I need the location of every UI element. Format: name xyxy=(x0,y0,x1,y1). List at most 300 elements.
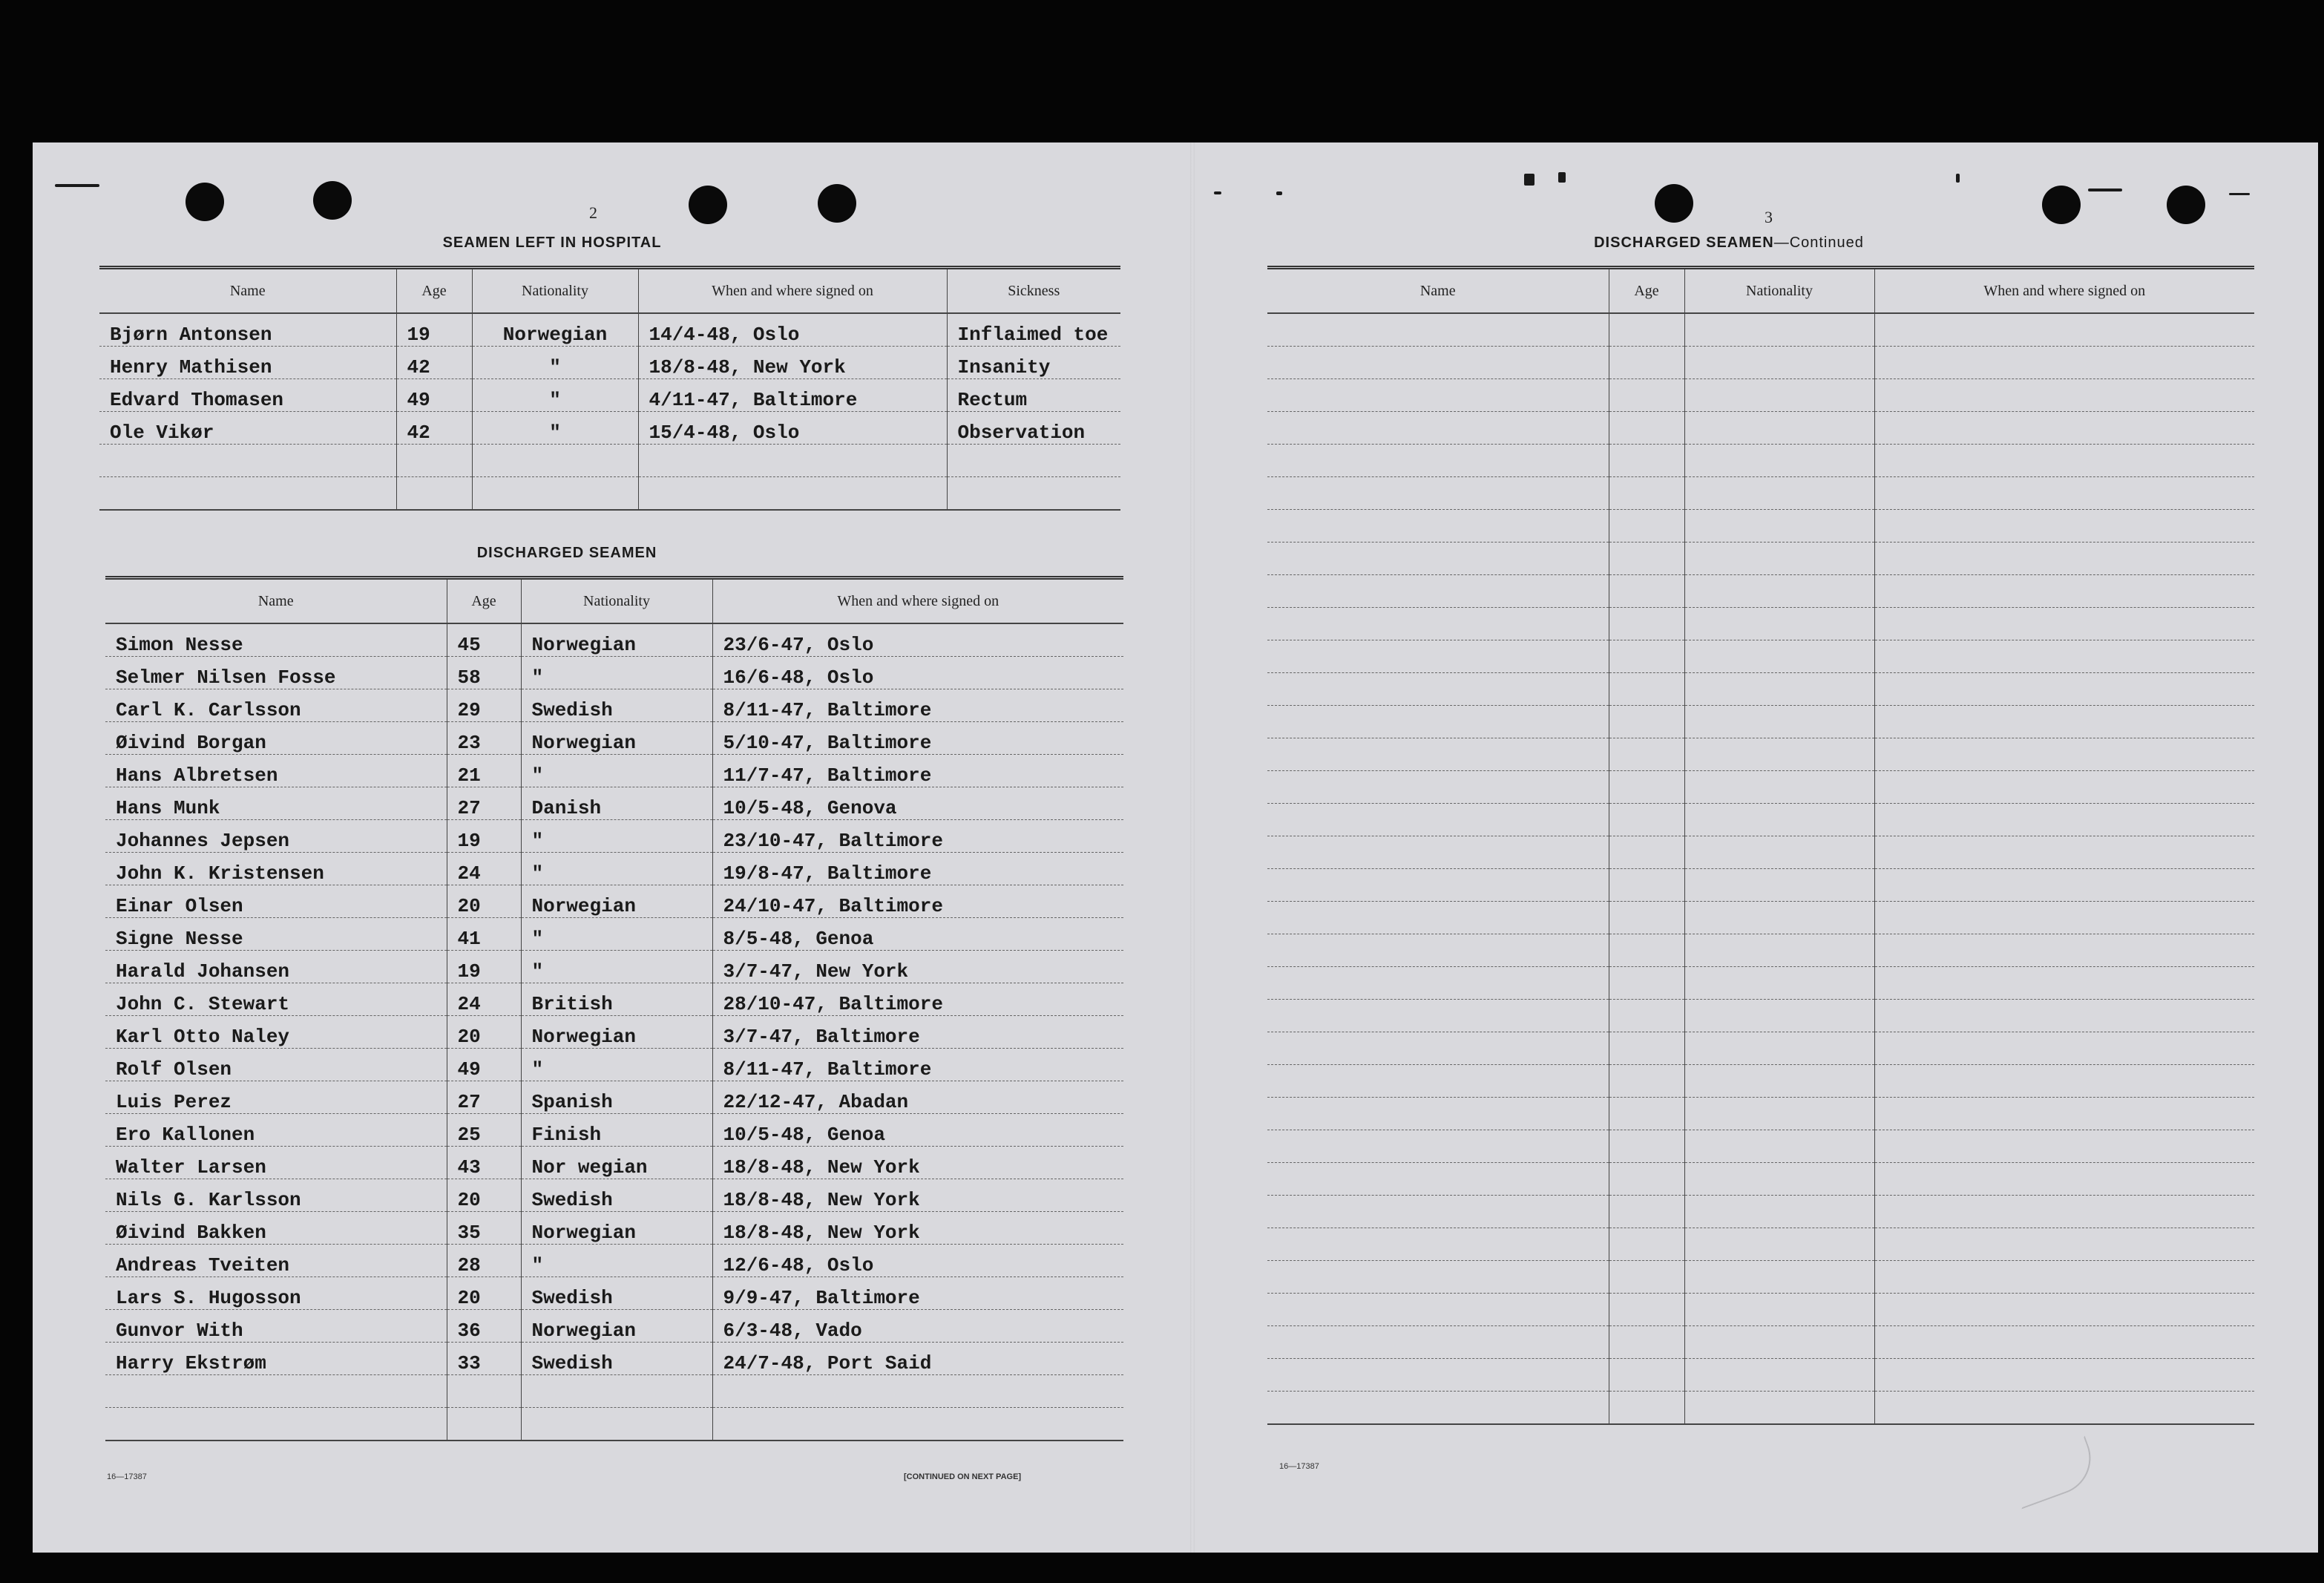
table-cell: " xyxy=(521,820,712,853)
table-cell xyxy=(1267,738,1609,771)
page-number: 2 xyxy=(589,203,597,222)
table-cell xyxy=(1874,313,2254,347)
table-row xyxy=(105,1179,1123,1212)
table-row xyxy=(1267,347,2254,379)
table-cell xyxy=(1684,902,1874,934)
table-cell xyxy=(1684,347,1874,379)
table-row xyxy=(105,1049,1123,1081)
table-row xyxy=(99,412,1120,445)
table-row xyxy=(1267,967,2254,1000)
table-cell xyxy=(1267,608,1609,640)
table-cell xyxy=(1684,1163,1874,1196)
table-row xyxy=(105,983,1123,1016)
table-cell: 24 xyxy=(447,983,521,1016)
table-cell xyxy=(1874,1326,2254,1359)
table-row xyxy=(105,885,1123,918)
table-cell xyxy=(1609,608,1684,640)
table-cell xyxy=(1874,1032,2254,1065)
table-cell: Walter Larsen xyxy=(105,1147,447,1179)
table-cell xyxy=(1684,1228,1874,1261)
table-cell: " xyxy=(521,853,712,885)
table-row xyxy=(1267,1326,2254,1359)
right-page xyxy=(1195,142,2318,1553)
table-cell xyxy=(1874,673,2254,706)
table-cell xyxy=(1267,1196,1609,1228)
table-cell: 11/7-47, Baltimore xyxy=(712,755,1123,787)
table-row xyxy=(1267,412,2254,445)
table-cell: 23 xyxy=(447,722,521,755)
table-cell: Nor wegian xyxy=(521,1147,712,1179)
table-cell: Øivind Borgan xyxy=(105,722,447,755)
table-cell xyxy=(1609,706,1684,738)
column-header: Nationality xyxy=(1684,268,1874,314)
table-cell: 15/4-48, Oslo xyxy=(638,412,947,445)
table-cell xyxy=(1267,313,1609,347)
table-cell xyxy=(1874,608,2254,640)
table-cell: 8/5-48, Genoa xyxy=(712,918,1123,951)
table-cell: " xyxy=(521,951,712,983)
faint-pencil-mark xyxy=(2005,1435,2101,1509)
table-cell: 28 xyxy=(447,1245,521,1277)
table-cell xyxy=(1684,1196,1874,1228)
table-cell xyxy=(1684,575,1874,608)
table-cell: Hans Albretsen xyxy=(105,755,447,787)
table-cell xyxy=(1609,771,1684,804)
table-cell: 49 xyxy=(447,1049,521,1081)
table-cell xyxy=(99,477,396,511)
table-cell xyxy=(1684,445,1874,477)
table-cell xyxy=(105,1408,447,1441)
table-cell xyxy=(1267,1032,1609,1065)
table-cell xyxy=(1684,869,1874,902)
table-cell: 42 xyxy=(396,347,472,379)
column-header: Age xyxy=(447,578,521,624)
table-row xyxy=(1267,934,2254,967)
table-row xyxy=(1267,902,2254,934)
table-cell: 20 xyxy=(447,1179,521,1212)
table-cell xyxy=(1874,1196,2254,1228)
table-cell: " xyxy=(521,1049,712,1081)
table-cell xyxy=(1609,477,1684,510)
table-row xyxy=(105,1375,1123,1408)
table-cell xyxy=(1609,804,1684,836)
discharged-section-title: DISCHARGED SEAMEN xyxy=(476,545,657,561)
table-cell: British xyxy=(521,983,712,1016)
table-cell: " xyxy=(521,1245,712,1277)
table-cell xyxy=(1609,1130,1684,1163)
table-cell: 24/10-47, Baltimore xyxy=(712,885,1123,918)
table-cell: John K. Kristensen xyxy=(105,853,447,885)
table-cell: Carl K. Carlsson xyxy=(105,689,447,722)
table-cell xyxy=(1684,640,1874,673)
table-cell xyxy=(1684,1130,1874,1163)
table-cell xyxy=(1874,771,2254,804)
table-cell: " xyxy=(521,755,712,787)
table-cell: Norwegian xyxy=(472,313,638,347)
table-cell xyxy=(947,477,1120,511)
table-cell: 8/11-47, Baltimore xyxy=(712,1049,1123,1081)
hospital-section-title: SEAMEN LEFT IN HOSPITAL xyxy=(442,235,662,251)
discharged-header-row xyxy=(105,578,1123,624)
table-cell: 20 xyxy=(447,885,521,918)
table-cell: 35 xyxy=(447,1212,521,1245)
table-cell: Swedish xyxy=(521,689,712,722)
table-row xyxy=(99,313,1120,347)
table-cell: Simon Nesse xyxy=(105,623,447,657)
table-row xyxy=(105,1212,1123,1245)
table-row xyxy=(1267,313,2254,347)
table-cell xyxy=(1267,1000,1609,1032)
table-cell: 45 xyxy=(447,623,521,657)
table-cell xyxy=(1874,902,2254,934)
table-row xyxy=(105,853,1123,885)
table-cell: Harry Ekstrøm xyxy=(105,1343,447,1375)
table-cell xyxy=(1874,738,2254,771)
table-cell: 18/8-48, New York xyxy=(712,1147,1123,1179)
table-cell xyxy=(1267,347,1609,379)
table-cell: Øivind Bakken xyxy=(105,1212,447,1245)
table-cell xyxy=(1684,1000,1874,1032)
table-cell xyxy=(1874,347,2254,379)
table-cell: 23/10-47, Baltimore xyxy=(712,820,1123,853)
table-cell: Luis Perez xyxy=(105,1081,447,1114)
table-cell xyxy=(1684,379,1874,412)
table-cell xyxy=(1609,869,1684,902)
table-cell xyxy=(1684,412,1874,445)
table-cell xyxy=(1684,313,1874,347)
table-cell: " xyxy=(472,347,638,379)
table-cell: 27 xyxy=(447,787,521,820)
table-cell xyxy=(1684,1065,1874,1098)
table-cell xyxy=(1874,869,2254,902)
table-cell: Norwegian xyxy=(521,1016,712,1049)
table-cell: 3/7-47, Baltimore xyxy=(712,1016,1123,1049)
table-cell xyxy=(1267,836,1609,869)
table-cell: Ero Kallonen xyxy=(105,1114,447,1147)
column-header: When and where signed on xyxy=(638,268,947,314)
table-cell xyxy=(396,445,472,477)
table-cell xyxy=(1267,934,1609,967)
table-cell: 20 xyxy=(447,1016,521,1049)
table-cell xyxy=(1267,1098,1609,1130)
table-cell: 19 xyxy=(447,951,521,983)
table-cell: Henry Mathisen xyxy=(99,347,396,379)
table-cell xyxy=(1874,412,2254,445)
table-cell: Rectum xyxy=(947,379,1120,412)
table-cell xyxy=(1874,1000,2254,1032)
table-cell xyxy=(1267,1261,1609,1294)
table-cell: Norwegian xyxy=(521,885,712,918)
table-cell xyxy=(1874,477,2254,510)
table-cell xyxy=(1267,1392,1609,1425)
table-cell: 10/5-48, Genova xyxy=(712,787,1123,820)
table-row xyxy=(1267,1228,2254,1261)
section-title-cont: —Continued xyxy=(1773,235,1864,251)
table-cell xyxy=(1609,836,1684,869)
table-row xyxy=(105,722,1123,755)
table-row xyxy=(1267,1000,2254,1032)
table-cell: 14/4-48, Oslo xyxy=(638,313,947,347)
table-cell xyxy=(1267,379,1609,412)
table-cell: 49 xyxy=(396,379,472,412)
table-cell xyxy=(1684,608,1874,640)
table-cell xyxy=(1874,543,2254,575)
table-cell xyxy=(1684,1359,1874,1392)
table-cell xyxy=(1609,1196,1684,1228)
table-cell: 33 xyxy=(447,1343,521,1375)
table-cell xyxy=(1267,1326,1609,1359)
table-cell xyxy=(1874,640,2254,673)
table-row xyxy=(105,755,1123,787)
table-row xyxy=(1267,706,2254,738)
table-cell xyxy=(1267,1228,1609,1261)
table-cell xyxy=(1609,967,1684,1000)
table-cell xyxy=(1609,1326,1684,1359)
table-cell xyxy=(1609,902,1684,934)
table-cell: 8/11-47, Baltimore xyxy=(712,689,1123,722)
table-cell xyxy=(1874,1261,2254,1294)
table-cell: Swedish xyxy=(521,1277,712,1310)
table-cell xyxy=(1684,1032,1874,1065)
table-cell xyxy=(1874,445,2254,477)
table-cell xyxy=(1267,510,1609,543)
hospital-header-row xyxy=(99,268,1120,314)
table-cell xyxy=(472,477,638,511)
table-row xyxy=(99,477,1120,511)
table-cell: 43 xyxy=(447,1147,521,1179)
table-cell: " xyxy=(472,379,638,412)
table-cell xyxy=(1684,1261,1874,1294)
table-cell xyxy=(396,477,472,511)
table-row xyxy=(1267,1130,2254,1163)
table-cell xyxy=(1609,347,1684,379)
table-cell xyxy=(1267,477,1609,510)
table-cell: 19/8-47, Baltimore xyxy=(712,853,1123,885)
table-cell: Selmer Nilsen Fosse xyxy=(105,657,447,689)
table-cell: Danish xyxy=(521,787,712,820)
table-cell: 21 xyxy=(447,755,521,787)
table-cell xyxy=(1609,738,1684,771)
table-cell: Observation xyxy=(947,412,1120,445)
table-cell xyxy=(1267,804,1609,836)
table-cell xyxy=(1609,379,1684,412)
table-cell xyxy=(1874,967,2254,1000)
table-cell xyxy=(1874,1098,2254,1130)
continued-header-row xyxy=(1267,268,2254,314)
table-cell xyxy=(1609,1228,1684,1261)
table-cell: 19 xyxy=(447,820,521,853)
table-cell: 18/8-48, New York xyxy=(638,347,947,379)
table-row xyxy=(105,1114,1123,1147)
table-row xyxy=(1267,1163,2254,1196)
table-cell: " xyxy=(521,657,712,689)
table-cell: Gunvor With xyxy=(105,1310,447,1343)
table-row xyxy=(105,1277,1123,1310)
table-cell xyxy=(1267,1359,1609,1392)
table-cell: Insanity xyxy=(947,347,1120,379)
table-row xyxy=(105,689,1123,722)
table-cell xyxy=(1874,706,2254,738)
table-cell xyxy=(1609,575,1684,608)
table-cell: Lars S. Hugosson xyxy=(105,1277,447,1310)
table-cell xyxy=(1267,706,1609,738)
table-cell: Johannes Jepsen xyxy=(105,820,447,853)
table-cell xyxy=(1874,510,2254,543)
table-cell xyxy=(1267,543,1609,575)
table-cell: Norwegian xyxy=(521,623,712,657)
table-row xyxy=(105,1081,1123,1114)
table-cell xyxy=(1684,510,1874,543)
column-header: When and where signed on xyxy=(712,578,1123,624)
table-cell: Swedish xyxy=(521,1343,712,1375)
table-row xyxy=(105,657,1123,689)
page-number: 3 xyxy=(1765,208,1773,226)
column-header: Name xyxy=(99,268,396,314)
table-cell xyxy=(1684,543,1874,575)
table-row xyxy=(105,951,1123,983)
table-cell xyxy=(1684,1326,1874,1359)
table-cell xyxy=(1267,412,1609,445)
table-cell xyxy=(447,1408,521,1441)
column-header: Age xyxy=(1609,268,1684,314)
table-cell xyxy=(1684,477,1874,510)
table-cell: 25 xyxy=(447,1114,521,1147)
table-cell xyxy=(1609,640,1684,673)
table-row xyxy=(99,445,1120,477)
table-cell xyxy=(1874,379,2254,412)
table-cell xyxy=(1684,738,1874,771)
table-cell xyxy=(1609,1359,1684,1392)
continued-table xyxy=(1267,266,2254,1425)
table-row xyxy=(105,1310,1123,1343)
table-row xyxy=(1267,804,2254,836)
table-cell xyxy=(1609,313,1684,347)
table-cell xyxy=(1609,673,1684,706)
table-row xyxy=(1267,673,2254,706)
table-cell xyxy=(712,1375,1123,1408)
table-cell: Finish xyxy=(521,1114,712,1147)
table-cell xyxy=(1267,869,1609,902)
table-cell xyxy=(1684,1392,1874,1425)
table-cell xyxy=(1684,934,1874,967)
table-cell xyxy=(1609,510,1684,543)
table-row xyxy=(1267,836,2254,869)
table-cell xyxy=(1874,1392,2254,1425)
table-cell xyxy=(1609,543,1684,575)
table-cell: " xyxy=(472,412,638,445)
table-cell: 10/5-48, Genoa xyxy=(712,1114,1123,1147)
table-row xyxy=(1267,1294,2254,1326)
table-row xyxy=(105,1408,1123,1441)
table-row xyxy=(1267,1098,2254,1130)
form-number: 16—17387 xyxy=(1279,1462,1319,1471)
table-row xyxy=(1267,1261,2254,1294)
table-cell xyxy=(1267,673,1609,706)
table-cell: Norwegian xyxy=(521,722,712,755)
table-cell: Ole Vikør xyxy=(99,412,396,445)
table-row xyxy=(1267,1359,2254,1392)
document-sheet xyxy=(33,142,2318,1553)
table-cell xyxy=(521,1375,712,1408)
table-cell xyxy=(1874,575,2254,608)
table-cell xyxy=(1267,640,1609,673)
table-cell xyxy=(1684,836,1874,869)
table-cell: 42 xyxy=(396,412,472,445)
table-cell: 36 xyxy=(447,1310,521,1343)
table-cell: 19 xyxy=(396,313,472,347)
form-number: 16—17387 xyxy=(107,1472,147,1481)
table-cell xyxy=(1609,412,1684,445)
left-page xyxy=(33,142,1190,1553)
table-cell xyxy=(1267,902,1609,934)
table-cell xyxy=(447,1375,521,1408)
column-header: Age xyxy=(396,268,472,314)
table-row xyxy=(1267,771,2254,804)
table-cell: Andreas Tveiten xyxy=(105,1245,447,1277)
table-cell: 29 xyxy=(447,689,521,722)
table-cell: Nils G. Karlsson xyxy=(105,1179,447,1212)
table-row xyxy=(1267,1032,2254,1065)
table-row xyxy=(105,787,1123,820)
table-cell: 23/6-47, Oslo xyxy=(712,623,1123,657)
table-row xyxy=(105,1343,1123,1375)
table-cell: 24 xyxy=(447,853,521,885)
table-cell: 4/11-47, Baltimore xyxy=(638,379,947,412)
table-cell xyxy=(1267,1163,1609,1196)
table-row xyxy=(105,1016,1123,1049)
hospital-table xyxy=(99,266,1120,511)
table-cell: Norwegian xyxy=(521,1212,712,1245)
table-cell: Swedish xyxy=(521,1179,712,1212)
column-header: Nationality xyxy=(521,578,712,624)
table-row xyxy=(1267,575,2254,608)
table-cell xyxy=(1267,771,1609,804)
table-row xyxy=(1267,1065,2254,1098)
table-row xyxy=(1267,608,2254,640)
column-header: Name xyxy=(1267,268,1609,314)
table-cell: 18/8-48, New York xyxy=(712,1212,1123,1245)
table-cell xyxy=(1609,934,1684,967)
table-row xyxy=(99,347,1120,379)
table-cell: Inflaimed toe xyxy=(947,313,1120,347)
table-cell: 28/10-47, Baltimore xyxy=(712,983,1123,1016)
table-cell xyxy=(712,1408,1123,1441)
table-cell: 3/7-47, New York xyxy=(712,951,1123,983)
table-cell xyxy=(1609,1032,1684,1065)
table-cell: 18/8-48, New York xyxy=(712,1179,1123,1212)
table-row xyxy=(1267,1196,2254,1228)
table-cell: 6/3-48, Vado xyxy=(712,1310,1123,1343)
table-cell xyxy=(105,1375,447,1408)
table-cell xyxy=(1609,1000,1684,1032)
table-cell: Spanish xyxy=(521,1081,712,1114)
table-cell xyxy=(1609,1261,1684,1294)
table-cell: Edvard Thomasen xyxy=(99,379,396,412)
table-row xyxy=(105,820,1123,853)
table-cell xyxy=(1609,1392,1684,1425)
table-cell: 24/7-48, Port Said xyxy=(712,1343,1123,1375)
table-cell: 20 xyxy=(447,1277,521,1310)
column-header: Nationality xyxy=(472,268,638,314)
table-cell: Karl Otto Naley xyxy=(105,1016,447,1049)
table-cell: Einar Olsen xyxy=(105,885,447,918)
table-row xyxy=(1267,543,2254,575)
table-cell xyxy=(1609,1163,1684,1196)
column-header: When and where signed on xyxy=(1874,268,2254,314)
table-cell xyxy=(472,445,638,477)
table-row xyxy=(1267,477,2254,510)
section-title-main: DISCHARGED SEAMEN xyxy=(1594,235,1774,251)
